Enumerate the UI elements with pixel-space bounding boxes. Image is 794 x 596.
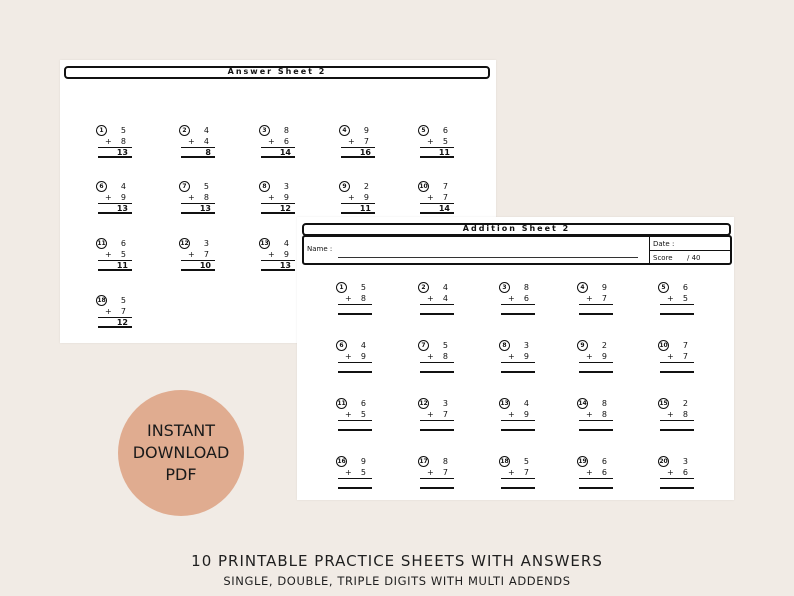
problem-item bbox=[336, 340, 380, 388]
problem-number: 7 bbox=[418, 340, 429, 351]
plus-sign: + bbox=[427, 294, 434, 303]
second-addend: 8 bbox=[120, 137, 126, 146]
problem-number: 19 bbox=[578, 458, 587, 465]
problem-number: 17 bbox=[419, 458, 428, 465]
problem-item bbox=[418, 340, 462, 388]
problem-number: 7 bbox=[179, 181, 190, 192]
answer-line bbox=[261, 156, 295, 158]
problem-item bbox=[499, 456, 543, 504]
plus-sign: + bbox=[268, 137, 275, 146]
answer-line bbox=[261, 212, 295, 214]
second-addend: 7 bbox=[523, 468, 529, 477]
answer-line bbox=[338, 487, 372, 489]
second-addend: 9 bbox=[601, 352, 607, 361]
second-addend: 9 bbox=[283, 250, 289, 259]
badge-line-2: DOWNLOAD bbox=[132, 443, 230, 462]
answer-value: 11 bbox=[438, 148, 450, 157]
answer-line bbox=[98, 326, 132, 328]
sum-line bbox=[338, 304, 372, 305]
plus-sign: + bbox=[508, 468, 515, 477]
second-addend: 7 bbox=[442, 410, 448, 419]
second-addend: 6 bbox=[523, 294, 529, 303]
plus-sign: + bbox=[667, 294, 674, 303]
problem-number: 18 bbox=[97, 297, 106, 304]
second-addend: 9 bbox=[523, 352, 529, 361]
plus-sign: + bbox=[427, 193, 434, 202]
problem-number: 6 bbox=[336, 340, 347, 351]
problem-number: 12 bbox=[180, 240, 189, 247]
plus-sign: + bbox=[105, 193, 112, 202]
answer-value: 16 bbox=[359, 148, 371, 157]
second-addend: 4 bbox=[442, 294, 448, 303]
answer-value: 14 bbox=[279, 148, 291, 157]
first-addend: 8 bbox=[283, 126, 289, 135]
answer-line bbox=[579, 313, 613, 315]
second-addend: 5 bbox=[360, 468, 366, 477]
problem-item bbox=[96, 181, 140, 229]
second-addend: 4 bbox=[203, 137, 209, 146]
plus-sign: + bbox=[508, 410, 515, 419]
sum-line bbox=[660, 420, 694, 421]
problem-item bbox=[418, 398, 462, 446]
answer-value: 12 bbox=[116, 318, 128, 327]
second-addend: 7 bbox=[203, 250, 209, 259]
problem-item bbox=[179, 181, 223, 229]
first-addend: 6 bbox=[120, 239, 126, 248]
problem-item bbox=[418, 456, 462, 504]
answer-value: 13 bbox=[116, 148, 128, 157]
sum-line bbox=[420, 304, 454, 305]
answer-line bbox=[98, 269, 132, 271]
plus-sign: + bbox=[427, 137, 434, 146]
answer-line bbox=[181, 269, 215, 271]
first-addend: 7 bbox=[682, 341, 688, 350]
answer-value: 13 bbox=[279, 261, 291, 270]
second-addend: 5 bbox=[442, 137, 448, 146]
plus-sign: + bbox=[188, 193, 195, 202]
first-addend: 4 bbox=[442, 283, 448, 292]
sum-line bbox=[338, 362, 372, 363]
problem-number: 5 bbox=[418, 125, 429, 136]
second-addend: 9 bbox=[120, 193, 126, 202]
sum-line bbox=[420, 362, 454, 363]
problem-number: 13 bbox=[500, 400, 509, 407]
sum-line bbox=[338, 420, 372, 421]
plus-sign: + bbox=[667, 410, 674, 419]
problem-number: 3 bbox=[259, 125, 270, 136]
answer-line bbox=[181, 156, 215, 158]
plus-sign: + bbox=[105, 137, 112, 146]
second-addend: 8 bbox=[360, 294, 366, 303]
caption-headline: 10 PRINTABLE PRACTICE SHEETS WITH ANSWERS bbox=[191, 552, 603, 570]
second-addend: 5 bbox=[360, 410, 366, 419]
problem-number: 15 bbox=[659, 400, 668, 407]
second-addend: 7 bbox=[442, 193, 448, 202]
answer-value: 12 bbox=[279, 204, 291, 213]
problem-item bbox=[339, 125, 383, 173]
problem-item bbox=[418, 125, 462, 173]
answer-line bbox=[420, 313, 454, 315]
first-addend: 5 bbox=[120, 296, 126, 305]
problem-item bbox=[577, 456, 621, 504]
first-addend: 3 bbox=[442, 399, 448, 408]
first-addend: 4 bbox=[203, 126, 209, 135]
addition-sheet-page bbox=[297, 217, 734, 500]
problem-number: 14 bbox=[578, 400, 587, 407]
second-addend: 8 bbox=[682, 410, 688, 419]
problem-number: 8 bbox=[499, 340, 510, 351]
first-addend: 2 bbox=[682, 399, 688, 408]
problem-number: 18 bbox=[500, 458, 509, 465]
second-addend: 5 bbox=[682, 294, 688, 303]
second-addend: 5 bbox=[120, 250, 126, 259]
answer-value: 11 bbox=[116, 261, 128, 270]
plus-sign: + bbox=[427, 468, 434, 477]
first-addend: 6 bbox=[682, 283, 688, 292]
sum-line bbox=[420, 420, 454, 421]
answer-line bbox=[501, 429, 535, 431]
second-addend: 7 bbox=[120, 307, 126, 316]
answer-line bbox=[338, 429, 372, 431]
answer-value: 10 bbox=[199, 261, 211, 270]
problem-item bbox=[658, 398, 702, 446]
plus-sign: + bbox=[427, 410, 434, 419]
first-addend: 8 bbox=[601, 399, 607, 408]
problem-item bbox=[179, 125, 223, 173]
first-addend: 9 bbox=[601, 283, 607, 292]
answer-line bbox=[98, 212, 132, 214]
date-score-divider bbox=[649, 250, 730, 251]
first-addend: 9 bbox=[363, 126, 369, 135]
plus-sign: + bbox=[188, 137, 195, 146]
problem-number: 9 bbox=[577, 340, 588, 351]
plus-sign: + bbox=[586, 294, 593, 303]
score-label: Score bbox=[653, 254, 673, 262]
answer-line bbox=[579, 487, 613, 489]
answer-line bbox=[579, 429, 613, 431]
plus-sign: + bbox=[667, 468, 674, 477]
answer-line bbox=[420, 429, 454, 431]
problem-number: 16 bbox=[337, 458, 346, 465]
second-addend: 8 bbox=[203, 193, 209, 202]
answer-line bbox=[261, 269, 295, 271]
problem-item bbox=[336, 282, 380, 330]
problem-item bbox=[499, 282, 543, 330]
answer-line bbox=[660, 487, 694, 489]
plus-sign: + bbox=[345, 468, 352, 477]
problem-number: 2 bbox=[418, 282, 429, 293]
sum-line bbox=[579, 478, 613, 479]
problem-number: 1 bbox=[336, 282, 347, 293]
problem-number: 11 bbox=[337, 400, 346, 407]
second-addend: 7 bbox=[601, 294, 607, 303]
first-addend: 8 bbox=[523, 283, 529, 292]
first-addend: 4 bbox=[120, 182, 126, 191]
date-label: Date : bbox=[653, 240, 675, 248]
problem-item bbox=[658, 456, 702, 504]
problem-number: 13 bbox=[260, 240, 269, 247]
answer-value: 8 bbox=[205, 148, 211, 157]
first-addend: 5 bbox=[523, 457, 529, 466]
second-addend: 6 bbox=[601, 468, 607, 477]
first-addend: 6 bbox=[601, 457, 607, 466]
first-addend: 4 bbox=[523, 399, 529, 408]
first-addend: 5 bbox=[442, 341, 448, 350]
answer-line bbox=[338, 313, 372, 315]
name-underline bbox=[338, 257, 638, 258]
first-addend: 8 bbox=[442, 457, 448, 466]
problem-item bbox=[336, 456, 380, 504]
answer-line bbox=[660, 371, 694, 373]
problem-number: 10 bbox=[419, 183, 428, 190]
answer-line bbox=[420, 212, 454, 214]
first-addend: 5 bbox=[120, 126, 126, 135]
problem-number: 9 bbox=[339, 181, 350, 192]
second-addend: 6 bbox=[682, 468, 688, 477]
plus-sign: + bbox=[345, 294, 352, 303]
answer-value: 13 bbox=[199, 204, 211, 213]
sum-line bbox=[660, 304, 694, 305]
second-addend: 7 bbox=[363, 137, 369, 146]
sum-line bbox=[660, 478, 694, 479]
plus-sign: + bbox=[105, 307, 112, 316]
plus-sign: + bbox=[427, 352, 434, 361]
badge-line-1: INSTANT bbox=[146, 421, 216, 440]
plus-sign: + bbox=[508, 352, 515, 361]
plus-sign: + bbox=[268, 250, 275, 259]
problem-number: 12 bbox=[419, 400, 428, 407]
plus-sign: + bbox=[586, 410, 593, 419]
sum-line bbox=[579, 420, 613, 421]
problem-number: 6 bbox=[96, 181, 107, 192]
problem-item bbox=[577, 340, 621, 388]
problem-item bbox=[96, 295, 140, 343]
first-addend: 5 bbox=[203, 182, 209, 191]
sum-line bbox=[579, 304, 613, 305]
first-addend: 9 bbox=[360, 457, 366, 466]
answer-line bbox=[660, 313, 694, 315]
answer-line bbox=[501, 313, 535, 315]
second-addend: 8 bbox=[601, 410, 607, 419]
second-addend: 9 bbox=[283, 193, 289, 202]
second-addend: 6 bbox=[283, 137, 289, 146]
problem-number: 3 bbox=[499, 282, 510, 293]
problem-number: 2 bbox=[179, 125, 190, 136]
answer-line bbox=[341, 212, 375, 214]
plus-sign: + bbox=[345, 410, 352, 419]
second-addend: 7 bbox=[682, 352, 688, 361]
first-addend: 4 bbox=[360, 341, 366, 350]
caption-subline: SINGLE, DOUBLE, TRIPLE DIGITS WITH MULTI ADDENDS bbox=[223, 574, 571, 588]
answer-value: 14 bbox=[438, 204, 450, 213]
problem-item bbox=[658, 340, 702, 388]
answer-line bbox=[660, 429, 694, 431]
problem-item bbox=[96, 238, 140, 286]
problem-number: 20 bbox=[659, 458, 668, 465]
problem-number: 11 bbox=[97, 240, 106, 247]
sum-line bbox=[501, 478, 535, 479]
first-addend: 3 bbox=[682, 457, 688, 466]
problem-number: 1 bbox=[96, 125, 107, 136]
plus-sign: + bbox=[586, 468, 593, 477]
problem-item bbox=[336, 398, 380, 446]
sum-line bbox=[501, 362, 535, 363]
problem-number: 10 bbox=[659, 342, 668, 349]
first-addend: 3 bbox=[283, 182, 289, 191]
answer-line bbox=[579, 371, 613, 373]
plus-sign: + bbox=[268, 193, 275, 202]
problem-number: 5 bbox=[658, 282, 669, 293]
answer-line bbox=[98, 156, 132, 158]
first-addend: 3 bbox=[203, 239, 209, 248]
plus-sign: + bbox=[348, 137, 355, 146]
problem-item bbox=[259, 125, 303, 173]
answer-value: 13 bbox=[116, 204, 128, 213]
problem-item bbox=[179, 238, 223, 286]
problem-number: 8 bbox=[259, 181, 270, 192]
second-addend: 9 bbox=[360, 352, 366, 361]
answer-line bbox=[420, 371, 454, 373]
problem-item bbox=[658, 282, 702, 330]
name-label: Name : bbox=[307, 245, 333, 253]
answer-value: 11 bbox=[359, 204, 371, 213]
badge-line-3: PDF bbox=[165, 465, 197, 484]
second-addend: 9 bbox=[523, 410, 529, 419]
problem-number: 4 bbox=[577, 282, 588, 293]
first-addend: 5 bbox=[360, 283, 366, 292]
second-addend: 7 bbox=[442, 468, 448, 477]
problem-item bbox=[499, 398, 543, 446]
problem-item bbox=[96, 125, 140, 173]
first-addend: 6 bbox=[442, 126, 448, 135]
answer-line bbox=[420, 487, 454, 489]
sum-line bbox=[579, 362, 613, 363]
plus-sign: + bbox=[348, 193, 355, 202]
problem-item bbox=[499, 340, 543, 388]
plus-sign: + bbox=[188, 250, 195, 259]
second-addend: 8 bbox=[442, 352, 448, 361]
first-addend: 2 bbox=[363, 182, 369, 191]
first-addend: 2 bbox=[601, 341, 607, 350]
answer-line bbox=[181, 212, 215, 214]
plus-sign: + bbox=[586, 352, 593, 361]
problem-number: 4 bbox=[339, 125, 350, 136]
plus-sign: + bbox=[508, 294, 515, 303]
plus-sign: + bbox=[105, 250, 112, 259]
answer-sheet-title: Answer Sheet 2 bbox=[64, 66, 490, 79]
sum-line bbox=[420, 478, 454, 479]
answer-line bbox=[338, 371, 372, 373]
sum-line bbox=[501, 304, 535, 305]
instant-download-badge bbox=[118, 390, 244, 516]
plus-sign: + bbox=[667, 352, 674, 361]
answer-line bbox=[420, 156, 454, 158]
second-addend: 9 bbox=[363, 193, 369, 202]
sum-line bbox=[338, 478, 372, 479]
problem-item bbox=[577, 282, 621, 330]
plus-sign: + bbox=[345, 352, 352, 361]
first-addend: 7 bbox=[442, 182, 448, 191]
answer-line bbox=[501, 371, 535, 373]
addition-sheet-title: Addition Sheet 2 bbox=[302, 223, 731, 236]
first-addend: 3 bbox=[523, 341, 529, 350]
answer-line bbox=[501, 487, 535, 489]
problem-item bbox=[577, 398, 621, 446]
sum-line bbox=[501, 420, 535, 421]
sum-line bbox=[660, 362, 694, 363]
answer-line bbox=[341, 156, 375, 158]
first-addend: 4 bbox=[283, 239, 289, 248]
score-total: / 40 bbox=[687, 254, 701, 262]
problem-item bbox=[418, 282, 462, 330]
first-addend: 6 bbox=[360, 399, 366, 408]
